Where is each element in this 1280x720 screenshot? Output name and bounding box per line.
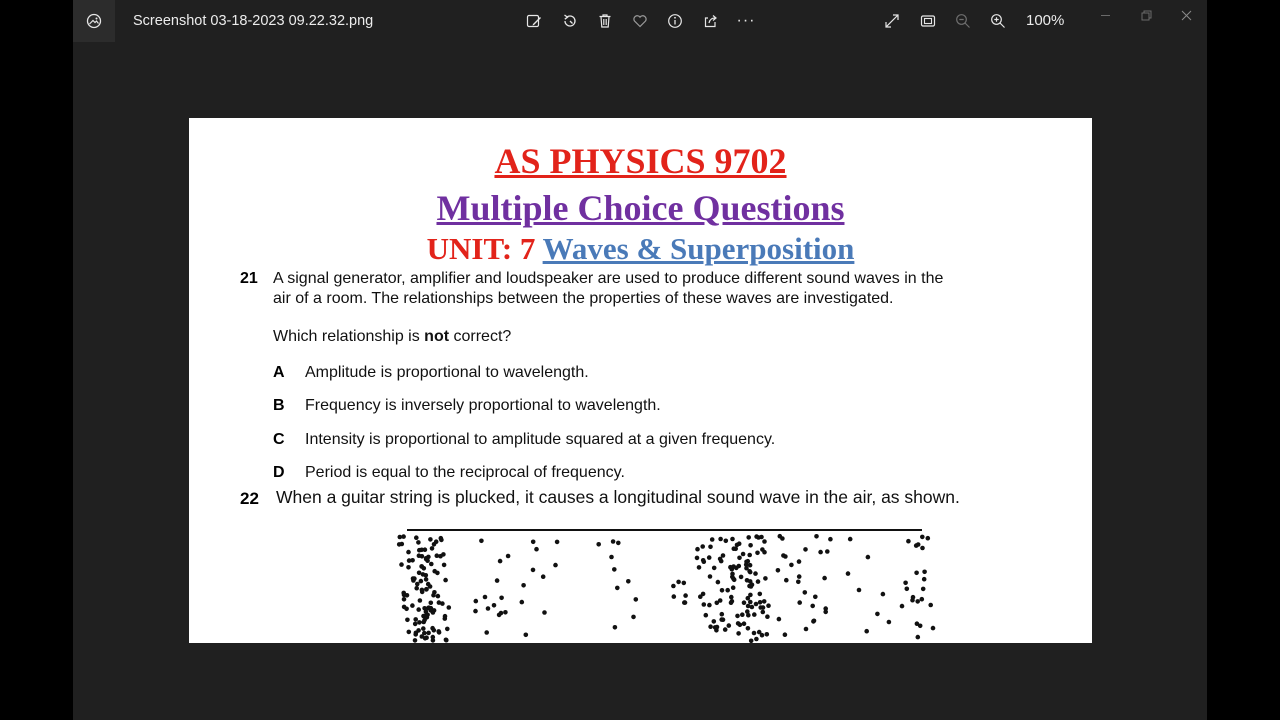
air-particle xyxy=(804,627,809,632)
air-particle xyxy=(758,592,763,597)
air-particle xyxy=(754,534,759,539)
air-particle xyxy=(789,563,794,568)
info-button[interactable] xyxy=(663,9,687,33)
photos-icon xyxy=(86,13,102,29)
air-particle xyxy=(432,569,437,574)
air-particle xyxy=(765,632,770,637)
air-particle xyxy=(814,534,819,539)
close-button[interactable] xyxy=(1171,4,1201,26)
air-particle xyxy=(822,576,827,581)
air-particle xyxy=(797,600,802,605)
air-particle xyxy=(737,541,742,546)
air-particle xyxy=(746,626,751,631)
air-particle xyxy=(613,625,618,630)
air-particle xyxy=(421,626,426,631)
air-particle xyxy=(708,545,713,550)
air-particle xyxy=(419,548,424,553)
air-particle xyxy=(757,630,762,635)
air-particle xyxy=(712,619,717,624)
air-particle xyxy=(499,596,504,601)
fullscreen-icon xyxy=(884,13,900,29)
air-particle xyxy=(926,536,931,541)
air-particle xyxy=(420,634,425,639)
air-particle xyxy=(710,537,715,542)
air-particle xyxy=(741,552,746,557)
air-particle xyxy=(399,562,404,567)
air-particle xyxy=(445,627,450,632)
minimize-button[interactable] xyxy=(1090,4,1120,26)
air-particle xyxy=(848,537,853,542)
document-subtitle: Multiple Choice Questions xyxy=(436,188,845,228)
air-particle xyxy=(524,633,529,638)
more-icon[interactable]: ··· xyxy=(736,12,756,29)
air-particle xyxy=(796,580,801,585)
question-21-line-1: A signal generator, amplifier and loudspeaker are used to produce different sound waves in the xyxy=(273,270,944,287)
air-particle xyxy=(746,613,751,618)
air-particle xyxy=(928,603,933,608)
air-particle xyxy=(718,557,723,562)
air-particle xyxy=(498,559,503,564)
air-particle xyxy=(431,593,436,598)
question-22-text: When a guitar string is plucked, it causes a longitudinal sound wave in the air, as shown. xyxy=(276,487,960,507)
photos-app-icon[interactable] xyxy=(73,0,115,42)
air-particle xyxy=(521,583,526,588)
air-particle xyxy=(443,578,448,583)
air-particle xyxy=(910,598,915,603)
edit-image-button[interactable] xyxy=(522,9,546,33)
prompt-emphasis: not xyxy=(424,328,450,345)
air-particle xyxy=(707,603,712,608)
option-a-letter: A xyxy=(273,364,285,381)
air-particle xyxy=(758,600,763,605)
air-particle xyxy=(762,599,767,604)
air-particle xyxy=(405,618,410,623)
air-particle xyxy=(402,597,407,602)
close-icon xyxy=(1181,10,1192,21)
air-particle xyxy=(442,563,447,568)
air-particle xyxy=(733,547,738,552)
air-particle xyxy=(729,600,734,605)
air-particle xyxy=(616,541,621,546)
air-particle xyxy=(719,617,724,622)
info-icon xyxy=(667,13,683,29)
air-particle xyxy=(671,584,676,589)
air-particle xyxy=(427,605,432,610)
air-particle xyxy=(676,580,681,585)
air-particle xyxy=(531,568,536,573)
air-particle xyxy=(758,605,763,610)
air-particle xyxy=(823,606,828,611)
air-particle xyxy=(756,579,761,584)
air-particle xyxy=(900,604,905,609)
question-21-prompt xyxy=(273,327,511,347)
air-particle xyxy=(492,603,497,608)
question-21-line-2: air of a room. The relationships between the properties of these waves are investigated. xyxy=(273,289,894,307)
air-particle xyxy=(797,574,802,579)
air-particle xyxy=(922,570,927,575)
air-particle xyxy=(736,631,741,636)
air-particle xyxy=(429,601,434,606)
air-particle xyxy=(828,537,833,542)
air-particle xyxy=(428,537,433,542)
air-particle xyxy=(736,621,741,626)
air-particle xyxy=(920,546,925,551)
air-particle xyxy=(553,563,558,568)
air-particle xyxy=(479,539,484,544)
air-particle xyxy=(683,600,688,605)
air-particle xyxy=(752,612,757,617)
air-particle xyxy=(401,591,406,596)
air-particle xyxy=(763,576,768,581)
air-particle xyxy=(683,593,688,598)
air-particle xyxy=(776,568,781,573)
air-particle xyxy=(914,571,919,576)
air-particle xyxy=(857,588,862,593)
option-d-letter: D xyxy=(273,464,285,481)
air-particle xyxy=(702,602,707,607)
air-particle xyxy=(881,592,886,597)
air-particle xyxy=(542,610,547,615)
air-particle xyxy=(626,579,631,584)
question-21-number: 21 xyxy=(240,270,258,287)
air-particle xyxy=(748,600,753,605)
air-particle xyxy=(432,628,437,633)
air-particle xyxy=(920,597,925,602)
air-particle xyxy=(864,629,869,634)
air-particle xyxy=(714,628,719,633)
air-particle xyxy=(931,626,936,631)
air-particle xyxy=(474,599,479,604)
air-particle xyxy=(611,539,616,544)
air-particle xyxy=(747,553,752,558)
longitudinal-wave-diagram xyxy=(379,530,949,643)
air-particle xyxy=(727,623,732,628)
air-particle xyxy=(495,578,500,583)
air-particle xyxy=(700,544,705,549)
unit-topic: Waves & Superposition xyxy=(542,231,855,266)
air-particle xyxy=(416,540,421,545)
air-particle xyxy=(436,594,441,599)
air-particle xyxy=(407,630,412,635)
air-particle xyxy=(416,607,421,612)
air-particle xyxy=(812,619,817,624)
air-particle xyxy=(759,535,764,540)
air-particle xyxy=(437,630,442,635)
air-particle xyxy=(752,631,757,636)
air-particle xyxy=(903,581,908,586)
rotate-button[interactable] xyxy=(558,9,582,33)
air-particle xyxy=(503,610,508,615)
option-b-text: Frequency is inversely proportional to wavelength. xyxy=(305,397,661,414)
air-particle xyxy=(921,587,926,592)
air-particle xyxy=(718,537,723,542)
air-particle xyxy=(612,567,617,572)
actual-size-button[interactable] xyxy=(916,9,940,33)
air-particle xyxy=(732,578,737,583)
air-particle xyxy=(439,538,444,543)
air-particle xyxy=(695,556,700,561)
air-particle xyxy=(766,603,771,608)
air-particle xyxy=(866,555,871,560)
air-particle xyxy=(797,559,802,564)
air-particle xyxy=(730,537,735,542)
air-particle xyxy=(437,600,442,605)
air-particle xyxy=(397,542,402,547)
delete-button[interactable] xyxy=(593,9,617,33)
air-particle xyxy=(411,576,416,581)
air-particle xyxy=(761,610,766,615)
fullscreen-button[interactable] xyxy=(880,9,904,33)
air-particle xyxy=(825,549,830,554)
air-particle xyxy=(531,540,536,545)
air-particle xyxy=(426,631,431,636)
air-particle xyxy=(746,604,751,609)
prompt-text-end: correct? xyxy=(449,328,512,345)
air-particle xyxy=(698,594,703,599)
file-name: Screenshot 03-18-2023 09.22.32.png xyxy=(133,13,374,29)
air-particle xyxy=(735,614,740,619)
air-particle xyxy=(748,563,753,568)
air-particle xyxy=(634,597,639,602)
restore-button[interactable] xyxy=(1131,4,1161,26)
air-particle xyxy=(414,586,419,591)
air-particle xyxy=(810,604,815,609)
air-particle xyxy=(724,539,729,544)
option-d-text: Period is equal to the reciprocal of frequency. xyxy=(305,464,625,481)
air-particle xyxy=(484,630,489,635)
air-particle xyxy=(707,555,712,560)
air-particle xyxy=(748,593,753,598)
air-particle xyxy=(422,566,427,571)
air-particle xyxy=(424,577,429,582)
air-particle xyxy=(499,611,504,616)
air-particle xyxy=(418,598,423,603)
air-particle xyxy=(672,594,677,599)
air-particle xyxy=(748,543,753,548)
air-particle xyxy=(730,572,735,577)
air-particle xyxy=(915,621,920,626)
favorite-icon xyxy=(632,13,648,29)
air-particle xyxy=(846,571,851,576)
air-particle xyxy=(401,534,406,539)
zoom-in-button[interactable] xyxy=(986,9,1010,33)
air-particle xyxy=(737,556,742,561)
air-particle xyxy=(404,607,409,612)
unit-label: UNIT: 7 xyxy=(426,231,536,266)
air-particle xyxy=(428,584,433,589)
option-a-text: Amplitude is proportional to wavelength. xyxy=(305,364,589,381)
question-21-text xyxy=(273,269,943,308)
air-particle xyxy=(780,536,785,541)
favorite-button[interactable] xyxy=(628,9,652,33)
zoom-level[interactable]: 100% xyxy=(1026,12,1065,29)
delete-icon xyxy=(597,13,613,29)
air-particle xyxy=(762,539,767,544)
air-particle xyxy=(682,581,687,586)
air-particle xyxy=(720,588,725,593)
air-particle xyxy=(803,547,808,552)
air-particle xyxy=(415,582,420,587)
air-particle xyxy=(754,637,759,642)
share-button[interactable] xyxy=(699,9,723,33)
air-particle xyxy=(746,535,751,540)
air-particle xyxy=(818,550,823,555)
air-particle xyxy=(431,635,436,640)
air-particle xyxy=(762,550,767,555)
air-particle xyxy=(744,560,749,565)
minimize-icon xyxy=(1100,10,1111,21)
prompt-text: Which relationship is xyxy=(273,328,425,345)
air-particle xyxy=(596,542,601,547)
air-particle xyxy=(555,540,560,545)
air-particle xyxy=(443,616,448,621)
air-particle xyxy=(406,550,411,555)
zoom-out-button[interactable] xyxy=(951,9,975,33)
air-particle xyxy=(783,632,788,637)
option-c-text: Intensity is proportional to amplitude squared at a given frequency. xyxy=(305,431,776,448)
air-particle xyxy=(916,635,921,640)
air-particle xyxy=(407,558,412,563)
air-particle xyxy=(447,605,452,610)
air-particle xyxy=(708,624,713,629)
air-particle xyxy=(777,617,782,622)
zoom-in-icon xyxy=(990,13,1006,29)
air-particle xyxy=(541,574,546,579)
air-particle xyxy=(430,546,435,551)
air-particle xyxy=(718,598,723,603)
air-particle xyxy=(712,566,717,571)
air-particle xyxy=(413,617,418,622)
air-particle xyxy=(813,595,818,600)
air-particle xyxy=(506,554,511,559)
air-particle xyxy=(429,562,434,567)
air-particle xyxy=(731,585,736,590)
unit-heading xyxy=(189,231,1092,267)
air-particle xyxy=(915,599,920,604)
air-particle xyxy=(784,578,789,583)
air-particle xyxy=(413,638,418,643)
air-particle xyxy=(922,577,927,582)
air-particle xyxy=(486,606,491,611)
zoom-out-icon xyxy=(955,13,971,29)
air-particle xyxy=(734,566,739,571)
air-particle xyxy=(723,627,728,632)
air-particle xyxy=(803,590,808,595)
document-title: AS PHYSICS 9702 xyxy=(494,141,787,181)
air-particle xyxy=(702,559,707,564)
air-particle xyxy=(697,565,702,570)
question-22-number: 22 xyxy=(240,489,259,508)
air-particle xyxy=(905,587,910,592)
air-particle xyxy=(417,553,422,558)
air-particle xyxy=(887,620,892,625)
air-particle xyxy=(725,588,730,593)
air-particle xyxy=(875,612,880,617)
air-particle xyxy=(473,609,478,614)
air-particle xyxy=(720,612,725,617)
air-particle xyxy=(753,571,758,576)
air-particle xyxy=(631,615,636,620)
air-particle xyxy=(749,639,754,644)
air-particle xyxy=(410,603,415,608)
air-particle xyxy=(920,535,925,540)
air-particle xyxy=(417,620,422,625)
title-bar xyxy=(73,0,1207,42)
air-particle xyxy=(765,614,770,619)
air-particle xyxy=(695,547,700,552)
edit-image-icon xyxy=(526,13,542,29)
actual-size-icon xyxy=(920,13,936,29)
air-particle xyxy=(781,553,786,558)
air-particle xyxy=(615,586,620,591)
air-particle xyxy=(749,584,754,589)
restore-icon xyxy=(1141,10,1152,21)
air-particle xyxy=(534,547,539,552)
air-particle xyxy=(417,571,422,576)
air-particle xyxy=(704,613,709,618)
air-particle xyxy=(740,612,745,617)
air-particle xyxy=(708,574,713,579)
air-particle xyxy=(420,588,425,593)
document-image xyxy=(189,118,1092,643)
photo-viewer-window xyxy=(73,0,1207,720)
air-particle xyxy=(609,555,614,560)
air-particle xyxy=(754,602,759,607)
air-particle xyxy=(424,587,429,592)
air-particle xyxy=(755,551,760,556)
rotate-icon xyxy=(562,13,578,29)
option-b-letter: B xyxy=(273,397,285,414)
air-particle xyxy=(444,638,449,643)
air-particle xyxy=(416,628,421,633)
air-particle xyxy=(432,542,437,547)
air-particle xyxy=(739,575,744,580)
share-icon xyxy=(703,13,719,29)
air-particle xyxy=(742,621,747,626)
air-particle xyxy=(406,565,411,570)
air-particle xyxy=(413,622,418,627)
air-particle xyxy=(916,542,921,547)
air-particle xyxy=(441,552,446,557)
air-particle xyxy=(483,595,488,600)
air-particle xyxy=(419,579,424,584)
air-particle xyxy=(729,595,734,600)
air-particle xyxy=(747,569,752,574)
air-particle xyxy=(414,535,419,540)
air-particle xyxy=(742,600,747,605)
air-particle xyxy=(422,618,427,623)
air-particle xyxy=(906,539,911,544)
air-particle xyxy=(424,556,429,561)
air-particle xyxy=(520,600,525,605)
option-c-letter: C xyxy=(273,431,285,448)
air-particle xyxy=(716,580,721,585)
